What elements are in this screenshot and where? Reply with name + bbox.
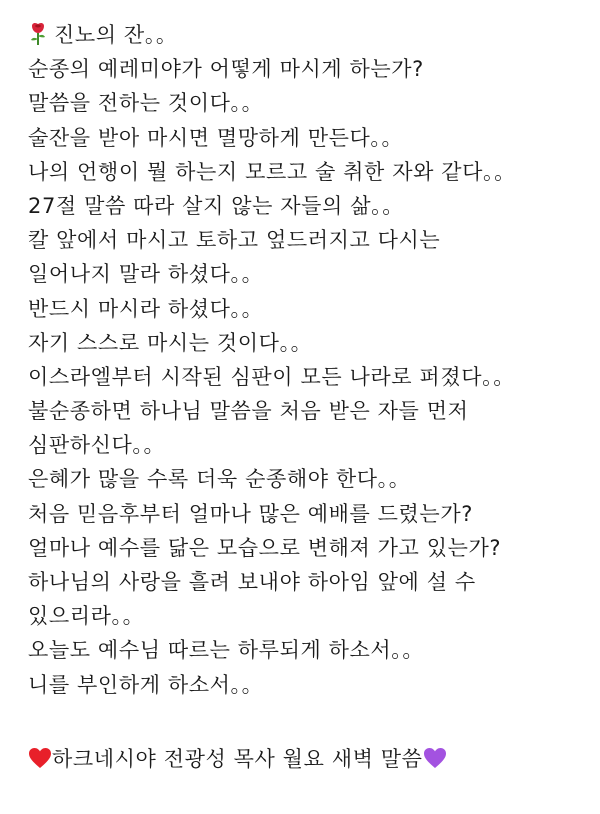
- rose-icon: [28, 22, 48, 46]
- note-line: 하나님의 사랑을 흘려 보내야 하아임 앞에 설 수: [28, 570, 476, 594]
- spacer: [28, 702, 588, 736]
- note-line: 자기 스스로 마시는 것이다。。: [28, 330, 313, 355]
- purple-heart-icon: [423, 747, 447, 769]
- note-body: [28, 18, 588, 776]
- note-title-line: [28, 18, 588, 52]
- note-line: 은혜가 많을 수록 더욱 순종해야 한다。。: [28, 467, 411, 492]
- red-heart-icon: [28, 747, 52, 769]
- note-line: 있으리라。。: [28, 604, 145, 629]
- note-line: 오늘도 예수님 따르는 하루되게 하소서。。: [28, 638, 424, 663]
- note-line: 술잔을 받아 마시면 멸망하게 만든다。。: [28, 125, 404, 150]
- note-line: 나의 언행이 뭘 하는지 모르고 술 취한 자와 같다。。: [28, 159, 516, 184]
- note-line: 일어나지 말라 하셨다。。: [28, 262, 264, 287]
- note-line: 말씀을 전하는 것이다。。: [28, 91, 264, 116]
- note-line: 심판하신다。。: [28, 433, 166, 458]
- note-title: 진노의 잔。。: [54, 23, 178, 47]
- note-line: 칼 앞에서 마시고 토하고 엎드러지고 다시는: [28, 228, 441, 253]
- note-line: 얼마나 예수를 닮은 모습으로 변해져 가고 있는가?: [28, 535, 502, 560]
- note-line: 처음 믿음후부터 얼마나 많은 예배를 드렸는가?: [28, 501, 473, 526]
- note-line: 순종의 예레미야가 어떻게 마시게 하는가?: [28, 57, 424, 82]
- note-line: 27절 말씀 따라 살지 않는 자들의 삶。。: [28, 193, 404, 218]
- note-line: 불순종하면 하나님 말씀을 처음 받은 자들 먼저: [28, 399, 469, 424]
- note-footer-line: [28, 742, 588, 776]
- note-line: 반드시 마시라 하셨다。。: [28, 296, 264, 321]
- note-line: 니를 부인하게 하소서。。: [28, 672, 264, 697]
- note-line: 이스라엘부터 시작된 심판이 모든 나라로 퍼졌다。。: [28, 364, 515, 389]
- note-footer: 하크네시야 전광성 목사 월요 새벽 말씀: [52, 746, 423, 771]
